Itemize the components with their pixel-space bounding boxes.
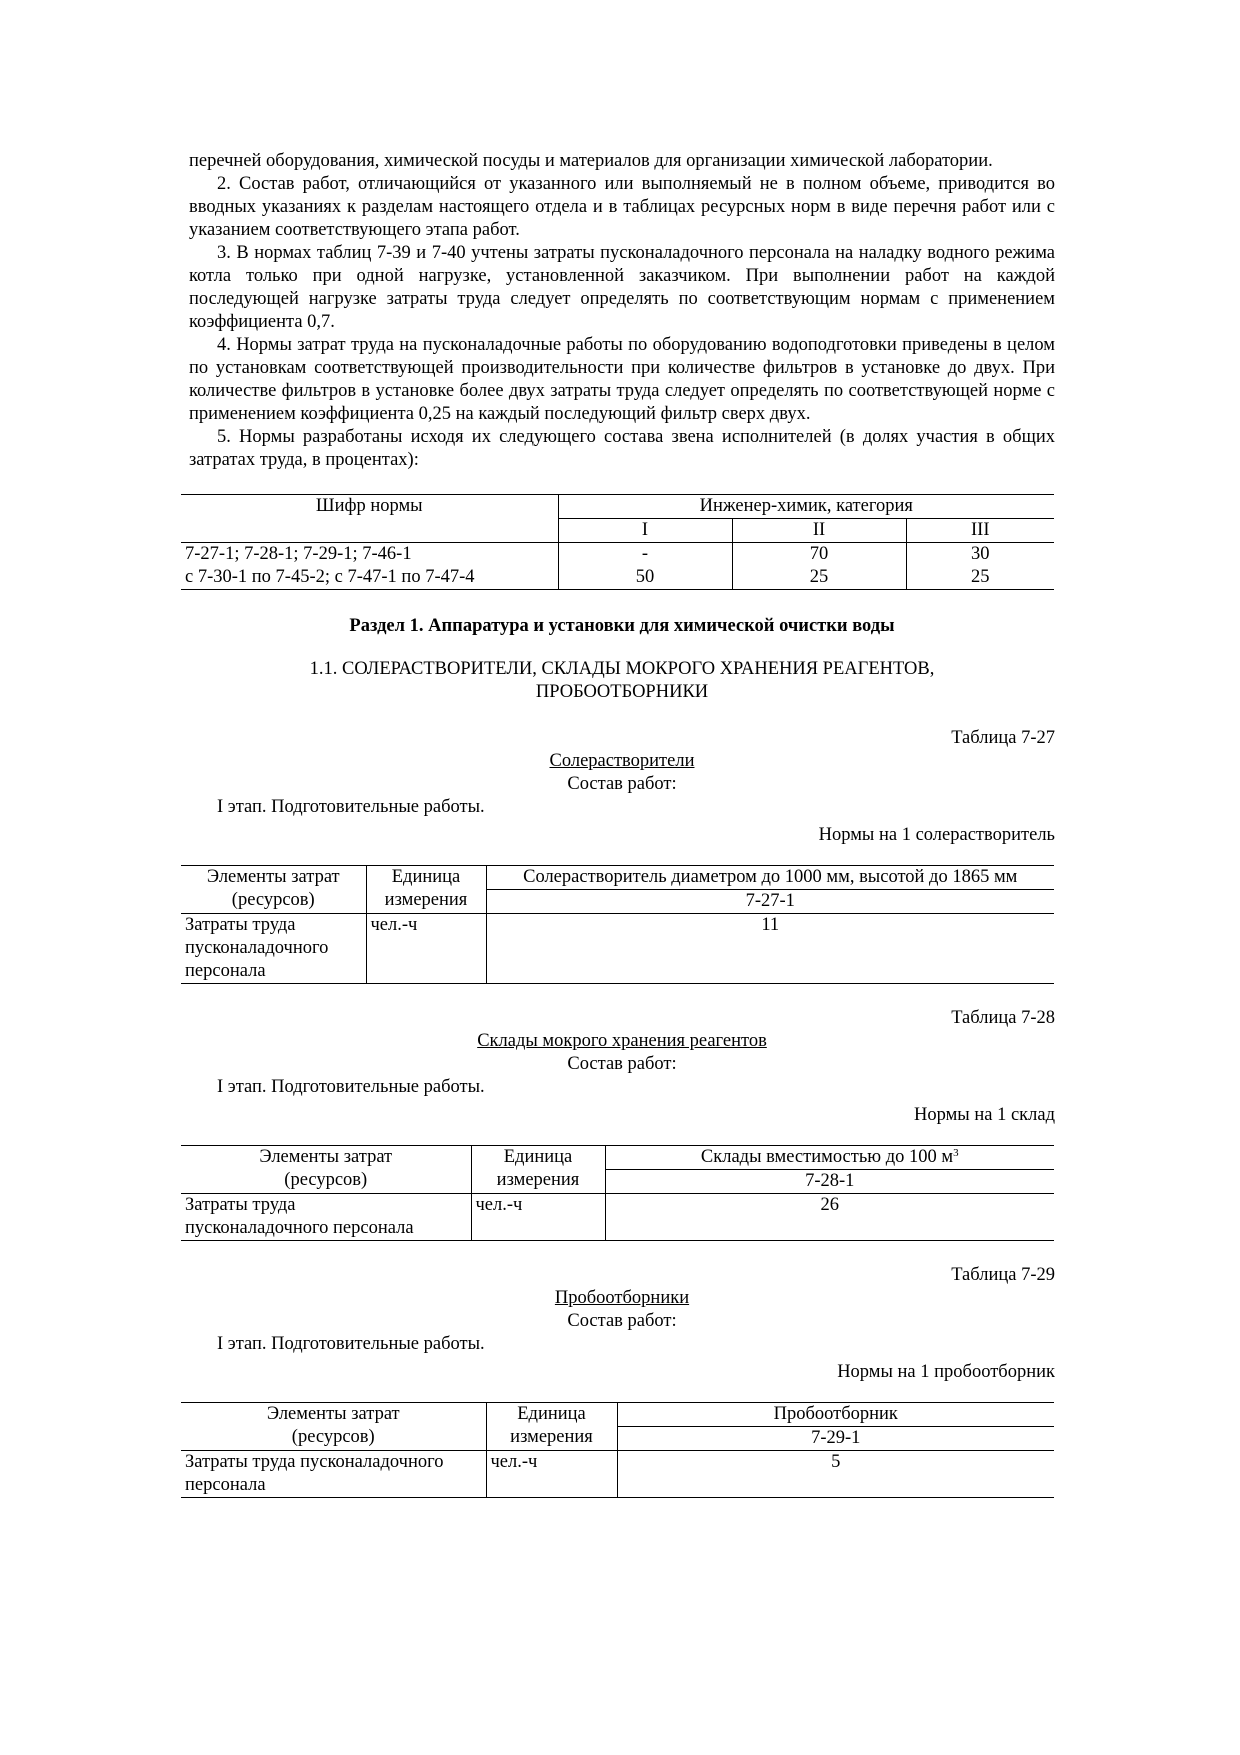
table-title: Солерастворители (549, 751, 695, 771)
table-number: Таблица 7-27 (951, 728, 1055, 748)
norm-unit-label: Нормы на 1 солерастворитель (818, 825, 1055, 845)
crew-cat-2: II (732, 519, 906, 543)
stage-label: I этап. Подготовительные работы. (217, 1077, 485, 1097)
crew-row-1 (181, 543, 1054, 567)
norm-code: 7-27-1 (745, 891, 795, 911)
stage-label: I этап. Подготовительные работы. (217, 1334, 485, 1354)
header-unit: Единица измерения (486, 1403, 617, 1451)
table-title: Склады мокрого хранения реагентов (477, 1031, 767, 1051)
header-resource: Пробоотборник (617, 1403, 1054, 1427)
crew-cell: 25 (971, 567, 990, 587)
crew-row-code: с 7-30-1 по 7-45-2; с 7-47-1 по 7-47-4 (181, 566, 558, 590)
header-elements: Элементы затрат (ресурсов) (181, 1403, 486, 1451)
crew-table (181, 494, 1054, 590)
norm-table-7-27 (181, 865, 1054, 984)
crew-cell: - (558, 543, 732, 567)
norm-code: 7-29-1 (811, 1428, 861, 1448)
row-label: Затраты труда пусконаладочного персонала (181, 914, 366, 984)
header-elements: Элементы затрат (ресурсов) (181, 1146, 471, 1194)
section-subtitle: 1.1. СОЛЕРАСТВОРИТЕЛИ, СКЛАДЫ МОКРОГО ХРАНЕНИЯ РЕАГЕНТОВ, ПРОБООТБОРНИКИ (309, 659, 935, 702)
row-value: 5 (831, 1452, 841, 1472)
crew-cat-3: III (971, 520, 990, 540)
work-content-label: Состав работ: (567, 1054, 677, 1074)
stage-label: I этап. Подготовительные работы. (217, 797, 485, 817)
crew-cell: 25 (732, 566, 906, 590)
work-content-label: Состав работ: (567, 1311, 677, 1331)
row-unit: чел.-ч (471, 1194, 605, 1241)
header-unit: Единица измерения (366, 866, 486, 914)
norm-unit-label: Нормы на 1 пробоотборник (837, 1362, 1055, 1382)
row-unit: чел.-ч (366, 914, 486, 984)
crew-row-2 (181, 566, 1054, 590)
table-title: Пробоотборники (554, 1288, 690, 1308)
row-value: 26 (820, 1195, 839, 1215)
crew-header-code: Шифр нормы (181, 495, 558, 543)
header-unit: Единица измерения (471, 1146, 605, 1194)
crew-cat-1: I (558, 519, 732, 543)
norm-unit-label: Нормы на 1 склад (913, 1105, 1055, 1125)
intro-paragraph-continued: перечней оборудования, химической посуды и материалов для организации химической лаборатории. (189, 151, 993, 171)
section-title: Раздел 1. Аппаратура и установки для химической очистки воды (349, 616, 895, 636)
table-row (181, 914, 1054, 984)
intro-paragraph-2: 2. Состав работ, отличающийся от указанного или выполняемый не в полном объеме, приводится во вводных указаниях к разделам настоящего отдела и в таблицах ресурсных норм в виде перечня работ или с указанием соответствующего этапа работ. (189, 174, 1055, 240)
norm-code: 7-28-1 (805, 1171, 855, 1191)
row-label: Затраты труда пусконаладочного персонала (181, 1194, 471, 1241)
table-number: Таблица 7-28 (951, 1008, 1055, 1028)
table-row (181, 1194, 1054, 1241)
row-value: 11 (761, 915, 780, 935)
table-row (181, 1451, 1054, 1498)
header-resource: Солерастворитель диаметром до 1000 мм, высотой до 1865 мм (486, 866, 1054, 890)
crew-cell: 50 (558, 566, 732, 590)
crew-cell: 70 (732, 543, 906, 567)
intro-paragraph-4: 4. Нормы затрат труда на пусконаладочные работы по оборудованию водоподготовки приведены в целом по установкам соответствующей производительности при количестве фильтров в установке до двух. При количестве фильтров в установке более двух затраты труда следует определять по соответствующей норме с применением коэффициента 0,25 на каждый последующий фильтр сверх двух. (189, 335, 1055, 424)
table-number: Таблица 7-29 (951, 1265, 1055, 1285)
work-content-label: Состав работ: (567, 774, 677, 794)
norm-table-7-29 (181, 1402, 1054, 1498)
intro-paragraph-3: 3. В нормах таблиц 7-39 и 7-40 учтены затраты пусконаладочного персонала на наладку водного режима котла только при одной нагрузке, установленной заказчиком. При выполнении работ на каждой последующей нагрузке затраты труда следует определять по соответствующим нормам с применением коэффициента 0,7. (189, 243, 1055, 332)
crew-row-code: 7-27-1; 7-28-1; 7-29-1; 7-46-1 (181, 543, 558, 567)
crew-cell: 30 (971, 544, 990, 564)
row-unit: чел.-ч (486, 1451, 617, 1498)
intro-paragraph-5: 5. Нормы разработаны исходя их следующего состава звена исполнителей (в долях участия в общих затратах труда, в процентах): (189, 427, 1055, 470)
header-resource: Склады вместимостью до 100 $м^3$ (605, 1146, 1054, 1170)
crew-header-category: Инженер-химик, категория (558, 495, 1054, 519)
header-elements: Элементы затрат (ресурсов) (181, 866, 366, 914)
row-label: Затраты труда пусконаладочного персонала (181, 1451, 486, 1498)
norm-table-7-28 (181, 1145, 1054, 1241)
